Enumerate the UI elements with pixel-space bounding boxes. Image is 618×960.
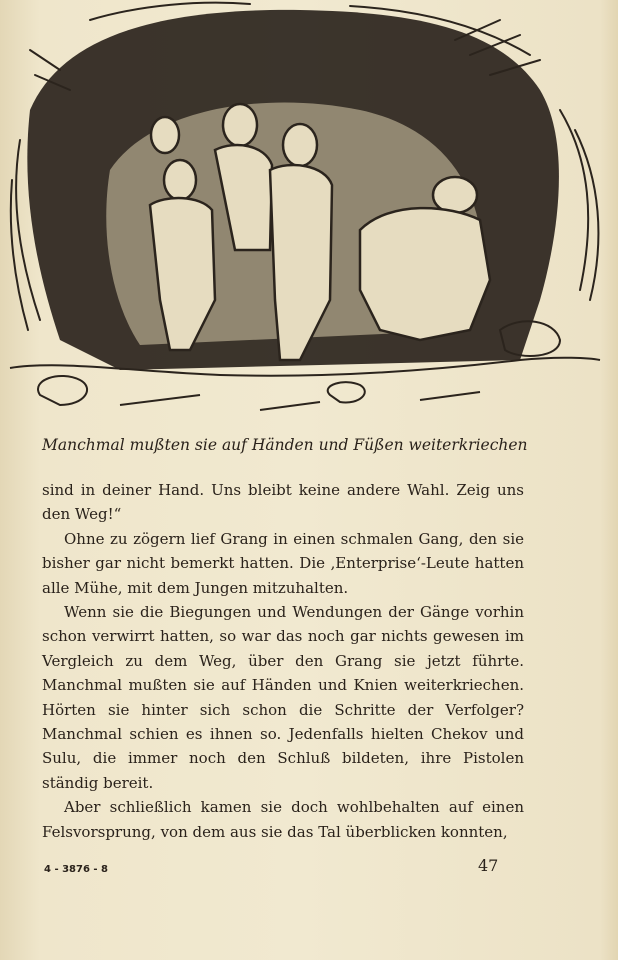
illustration-caption: Manchmal mußten sie auf Händen und Füßen weiterkriechen [42, 436, 528, 454]
paragraph: Wenn sie die Biegungen und Wendungen der Gänge vorhin schon verwirrt hatten, so war das noch gar nichts gewesen im Vergleich zu dem Weg, über den Grang sie jetzt führte. Manchmal mußten sie auf Händen und Knien weiterkriechen. Hörten sie hinter sich schon die Schritte der Verfolger? Manchmal schien es ihnen so. Jedenfalls hielten Chekov und Sulu, die immer noch den Schluß bildeten, ihre Pistolen ständig bereit. [42, 603, 524, 792]
paragraph: sind in deiner Hand. Uns bleibt keine andere Wahl. Zeig uns den Weg!“ [42, 481, 524, 524]
cave-illustration [0, 0, 618, 430]
paragraph: Aber schließlich kamen sie doch wohlbehalten auf einen Felsvorsprung, von dem aus sie das Tal überblicken konnten, [42, 798, 524, 841]
page-number: 47 [478, 856, 499, 875]
body-text [42, 478, 524, 844]
print-code: 4 - 3876 - 8 [44, 864, 108, 875]
paragraph: Ohne zu zögern lief Grang in einen schmalen Gang, den sie bisher gar nicht bemerkt hatten. Die ‚Enterprise‘-Leute hatten alle Mühe, mit dem Jungen mitzuhalten. [42, 529, 524, 597]
